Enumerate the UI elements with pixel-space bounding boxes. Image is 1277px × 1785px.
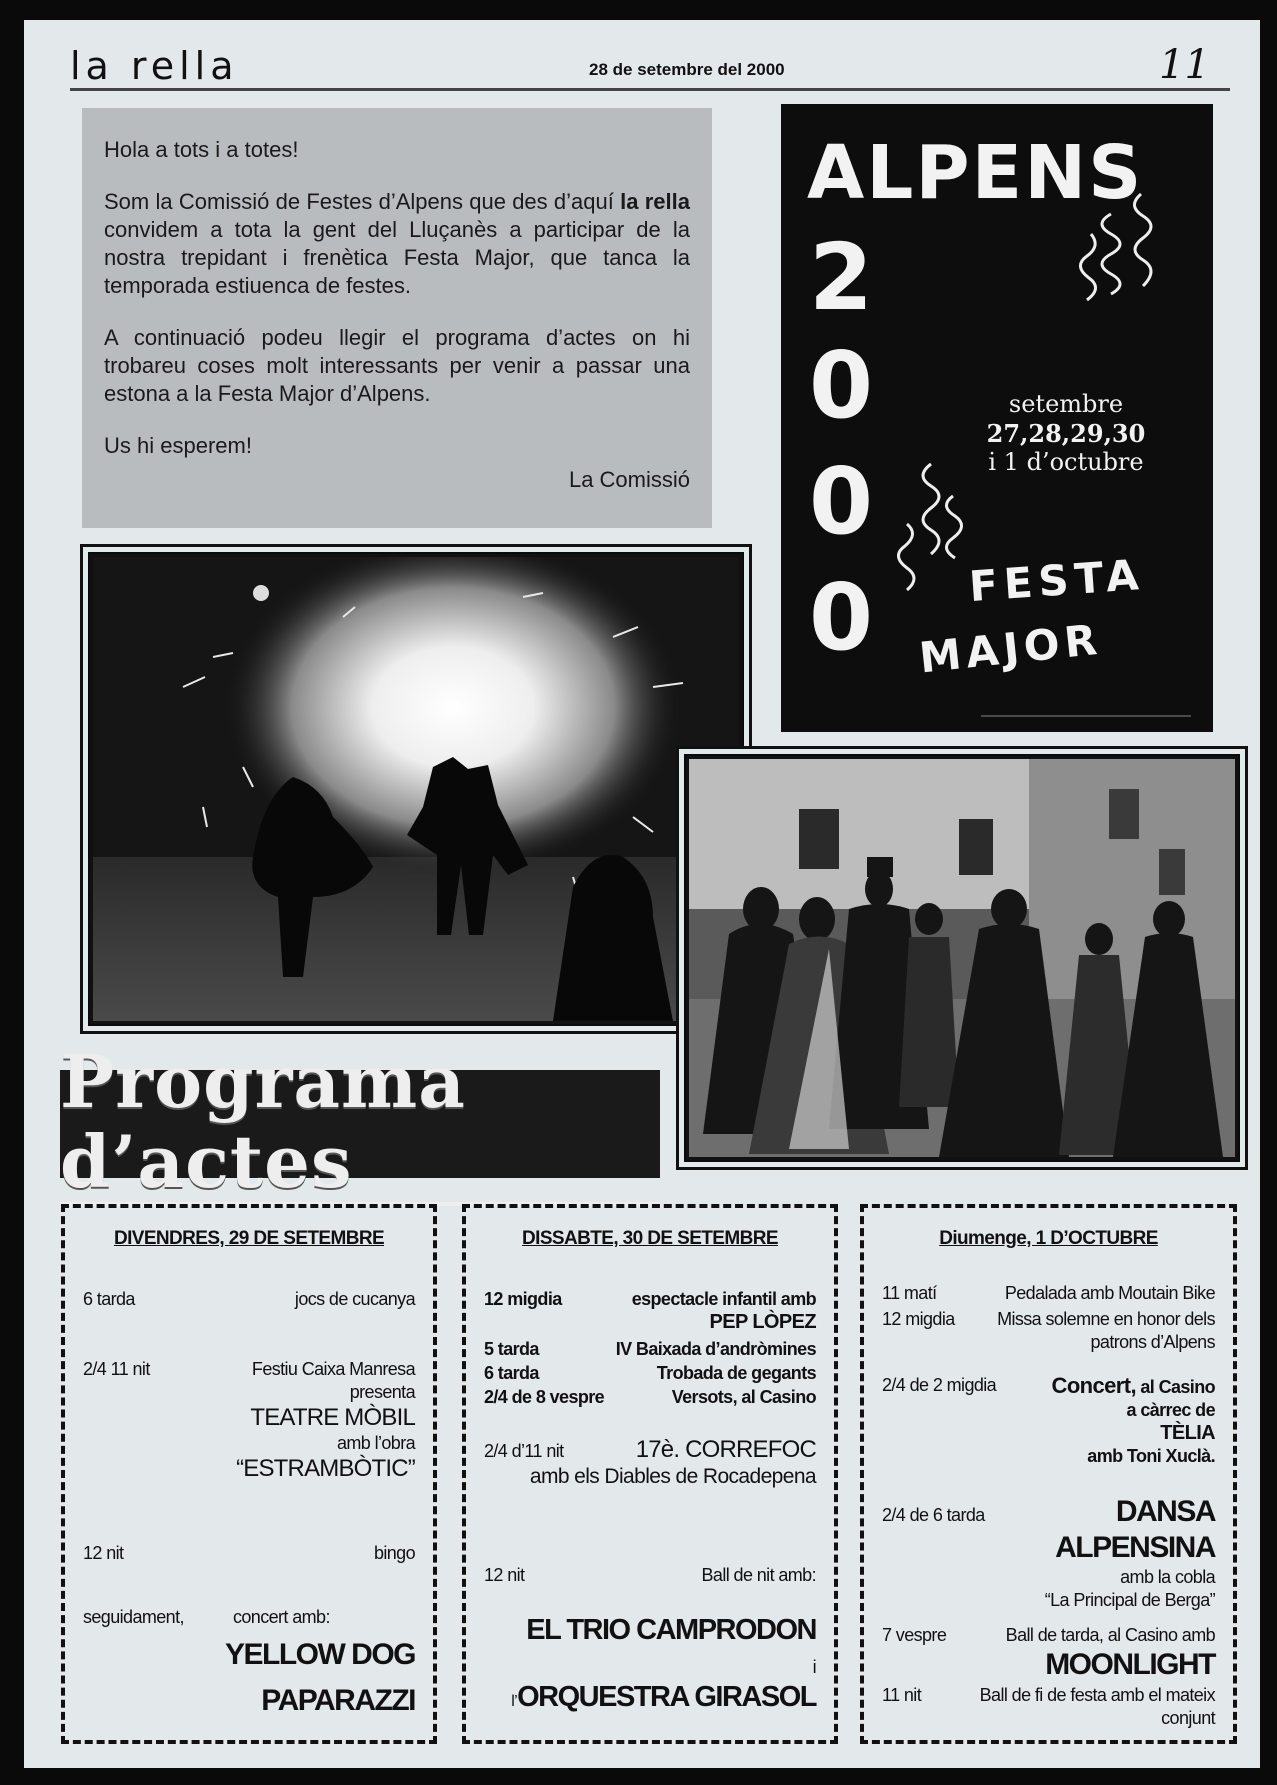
issue-date: 28 de setembre del 2000 <box>589 60 785 79</box>
poster-year-digit: 0 <box>809 564 874 671</box>
event-time: 7 vespre <box>882 1625 947 1645</box>
article: l’ <box>511 1693 518 1710</box>
poster-year-digit: 0 <box>809 332 874 439</box>
day-heading: Diumenge, 1 D’OCTUBRE <box>939 1228 1158 1249</box>
event-time: 11 matí <box>882 1283 937 1303</box>
programa-title: Programa d’actes <box>60 1042 660 1206</box>
poster-festa: FESTA <box>967 549 1147 612</box>
event-item <box>484 1436 816 1490</box>
event-time: 2/4 de 8 vespre <box>484 1387 605 1407</box>
poster-title: ALPENS <box>807 130 1144 216</box>
event-item <box>484 1288 816 1334</box>
event-desc: Ball de fi de festa amb el mateix <box>979 1685 1215 1705</box>
event-desc: Versots, al Casino <box>671 1387 816 1407</box>
event-highlight: ALPENSINA <box>1055 1531 1215 1564</box>
event-time: 2/4 11 nit <box>83 1359 150 1379</box>
event-item <box>484 1338 816 1361</box>
event-desc: Festiu Caixa Manresa <box>251 1359 415 1379</box>
event-item <box>882 1624 1215 1683</box>
event-item <box>882 1308 1215 1354</box>
event-desc: concert amb: <box>233 1607 330 1627</box>
event-item <box>484 1612 816 1715</box>
event-desc: Trobada de gegants <box>656 1363 816 1383</box>
poster-year-digit: 2 <box>809 224 874 331</box>
day-heading: DIVENDRES, 29 DE SETEMBRE <box>113 1228 385 1249</box>
event-time: 2/4 de 2 migdia <box>882 1375 997 1395</box>
event-item <box>484 1362 816 1385</box>
poster-year-digit: 0 <box>809 448 874 555</box>
event-desc: Pedalada amb Moutain Bike <box>1004 1283 1215 1303</box>
day-heading: DISSABTE, 30 DE SETEMBRE <box>522 1228 778 1249</box>
band-name: TÈLIA <box>1160 1422 1215 1444</box>
intro-box <box>82 108 712 528</box>
event-time: 12 nit <box>484 1565 525 1585</box>
band-name: PAPARAZZI <box>261 1684 415 1717</box>
intro-text: convidem a tota la gent del Lluçanès a participar de la nostra trepidant i frenètica Festa Major, que tanca la temporada estiuenca de festes. <box>104 217 690 298</box>
schedule-friday <box>61 1204 437 1744</box>
intro-closing: Us hi esperem! <box>104 433 252 458</box>
event-desc: jocs de cucanya <box>294 1289 415 1309</box>
event-desc: “La Principal de Berga” <box>1044 1590 1215 1610</box>
correfoc-photo <box>90 554 742 1024</box>
band-name: EL TRIO CAMPRODON <box>526 1614 816 1646</box>
band-name: ORQUESTRA GIRASOL <box>517 1681 816 1713</box>
schedule-saturday <box>462 1204 838 1744</box>
event-desc: conjunt <box>1161 1708 1215 1728</box>
event-time: 12 migdia <box>484 1289 562 1309</box>
event-highlight: Concert, <box>1051 1373 1136 1398</box>
programa-banner <box>60 1039 660 1204</box>
event-desc: bingo <box>373 1543 415 1563</box>
event-highlight: 17è. CORREFOC <box>635 1436 816 1463</box>
page-number: 11 <box>1159 42 1210 88</box>
poster-major: MAJOR <box>916 614 1105 683</box>
streamer-decoration <box>781 104 1213 732</box>
correfoc-image <box>93 557 739 1021</box>
event-time: 5 tarda <box>484 1339 539 1359</box>
band-name: YELLOW DOG <box>225 1638 415 1671</box>
event-desc: al Casino <box>1135 1377 1215 1397</box>
event-highlight: “ESTRAMBÒTIC” <box>236 1455 415 1482</box>
gegants-image <box>689 759 1235 1157</box>
event-item <box>83 1358 415 1483</box>
conjunction: i <box>812 1657 816 1677</box>
event-desc: Ball de tarda, al Casino amb <box>1005 1625 1215 1645</box>
event-time: 2/4 de 6 tarda <box>882 1505 985 1525</box>
event-highlight: DANSA <box>1115 1495 1215 1528</box>
event-item <box>882 1282 1215 1305</box>
event-desc: amb l’obra <box>336 1433 415 1453</box>
event-time: 2/4 d’11 nit <box>484 1441 564 1461</box>
event-item <box>83 1288 415 1311</box>
event-time: 6 tarda <box>484 1363 539 1383</box>
event-desc: Missa solemne en honor dels <box>997 1309 1215 1329</box>
event-time: 6 tarda <box>83 1289 135 1309</box>
event-time: 12 migdia <box>882 1309 955 1329</box>
intro-signature: La Comissió <box>568 467 690 492</box>
event-desc: espectacle infantil amb <box>631 1289 816 1309</box>
festa-major-poster <box>781 104 1213 732</box>
gegants-photo <box>686 756 1238 1160</box>
masthead: la rella <box>70 44 239 88</box>
poster-october: i 1 d’octubre <box>988 448 1144 476</box>
event-desc: amb la cobla <box>1120 1567 1215 1587</box>
intro-paragraph-1 <box>104 188 690 300</box>
event-time: 11 nit <box>882 1685 922 1705</box>
intro-greeting: Hola a tots i a totes! <box>104 137 299 162</box>
event-desc: IV Baixada d’andròmines <box>615 1339 816 1359</box>
event-desc: amb Toni Xuclà. <box>1087 1446 1215 1466</box>
event-desc: amb els Diables de Rocadepena <box>529 1465 816 1488</box>
intro-bold-name: la rella <box>620 189 690 214</box>
intro-text: Som la Comissió de Festes d’Alpens que des d’aquí <box>104 189 621 214</box>
event-item <box>484 1386 816 1409</box>
intro-paragraph-2: A continuació podeu llegir el programa d’actes on hi trobareu coses molt interessants per venir a passar una estona a la Festa Major d’Alpens. <box>104 325 690 406</box>
event-item <box>83 1606 415 1719</box>
event-item <box>882 1684 1215 1730</box>
event-highlight: TEATRE MÒBIL <box>250 1404 415 1431</box>
event-desc: a càrrec de <box>1126 1400 1215 1420</box>
event-desc: patrons d’Alpens <box>1090 1332 1215 1352</box>
header-rule <box>70 88 1230 91</box>
event-desc: presenta <box>349 1382 415 1402</box>
newspaper-page <box>24 20 1260 1768</box>
event-item <box>484 1564 816 1587</box>
event-highlight: PEP LÒPEZ <box>709 1311 816 1333</box>
event-item <box>882 1374 1215 1468</box>
band-name: MOONLIGHT <box>1045 1648 1215 1681</box>
poster-month: setembre <box>1008 390 1124 418</box>
poster-days: 27,28,29,30 <box>986 419 1146 448</box>
event-time: 12 nit <box>83 1543 124 1563</box>
schedule-sunday <box>860 1204 1237 1744</box>
event-item <box>882 1494 1215 1612</box>
event-time: seguidament, <box>83 1607 184 1627</box>
event-item <box>83 1542 415 1565</box>
event-desc: Ball de nit amb: <box>701 1565 816 1585</box>
